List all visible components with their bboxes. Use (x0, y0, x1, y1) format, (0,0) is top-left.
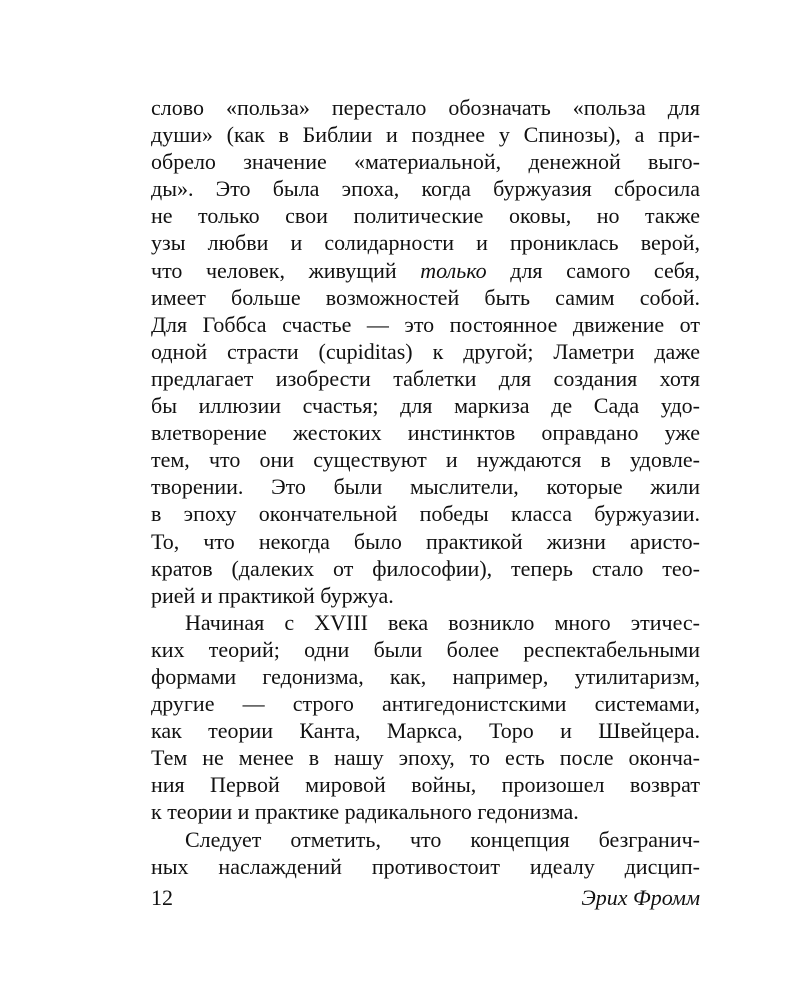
text-line: рией и практикой буржуа. (151, 582, 394, 608)
text-line: в эпоху окончательной победы класса буржуазии. (151, 501, 700, 527)
running-author: Эрих Фромм (581, 885, 700, 910)
text-line: ды». Это была эпоха, когда буржуазия сбросила (151, 176, 700, 202)
text-line: Тем не менее в нашу эпоху, то есть после оконча- (151, 745, 700, 771)
text-line: Начиная с XVIII века возникло много этичес- (185, 609, 700, 635)
text-line: не только свои политические оковы, но также (151, 203, 700, 229)
text-segment: для самого себя, (486, 257, 700, 283)
text-line: души» (как в Библии и позднее у Спинозы), а при- (151, 122, 700, 148)
text-line: предлагает изобрести таблетки для создания хотя (151, 365, 700, 391)
text-line: обрело значение «материальной, денежной выго- (151, 149, 700, 175)
text-line: одной страсти (cupiditas) к другой; Ламетри даже (151, 338, 700, 364)
text-line: к теории и практике радикального гедонизма. (151, 799, 579, 825)
text-line: имеет больше возможностей быть самим собой. (151, 284, 700, 310)
text-line: влетворение жестоких инстинктов оправдано уже (151, 420, 700, 446)
text-line: слово «польза» перестало обозначать «польза для (151, 95, 700, 120)
text-line: другие — строго антигедонистскими системами, (151, 691, 700, 717)
text-line: Следует отметить, что концепция безгранич- (185, 826, 700, 852)
text-line: как теории Канта, Маркса, Торо и Швейцера. (151, 718, 700, 744)
text-line: Для Гоббса счастье — это постоянное движение от (151, 311, 700, 337)
text-line: ных наслаждений противостоит идеалу дисцип- (151, 853, 700, 879)
text-line: творении. Это были мыслители, которые жили (151, 474, 700, 500)
body-text (151, 94, 700, 880)
page-footer (151, 885, 700, 915)
text-line: ния Первой мировой войны, произошел возврат (151, 772, 700, 798)
text-line: кратов (далеких от философии), теперь стало тео- (151, 555, 700, 581)
text-line: ких теорий; одни были более респектабельными (151, 636, 700, 662)
text-segment: что человек, живущий (151, 257, 421, 283)
text-line: То, что некогда было практикой жизни аристо- (151, 528, 700, 554)
text-line: формами гедонизма, как, например, утилитаризм, (151, 663, 700, 689)
text-line: узы любви и солидарности и прониклась верой, (151, 230, 700, 256)
text-line (151, 257, 700, 284)
text-line: тем, что они существуют и нуждаются в удовле- (151, 447, 700, 473)
page-number: 12 (151, 885, 173, 910)
emphasized-word: только (420, 257, 487, 283)
text-line: бы иллюзии счастья; для маркиза де Сада удо- (151, 393, 700, 419)
